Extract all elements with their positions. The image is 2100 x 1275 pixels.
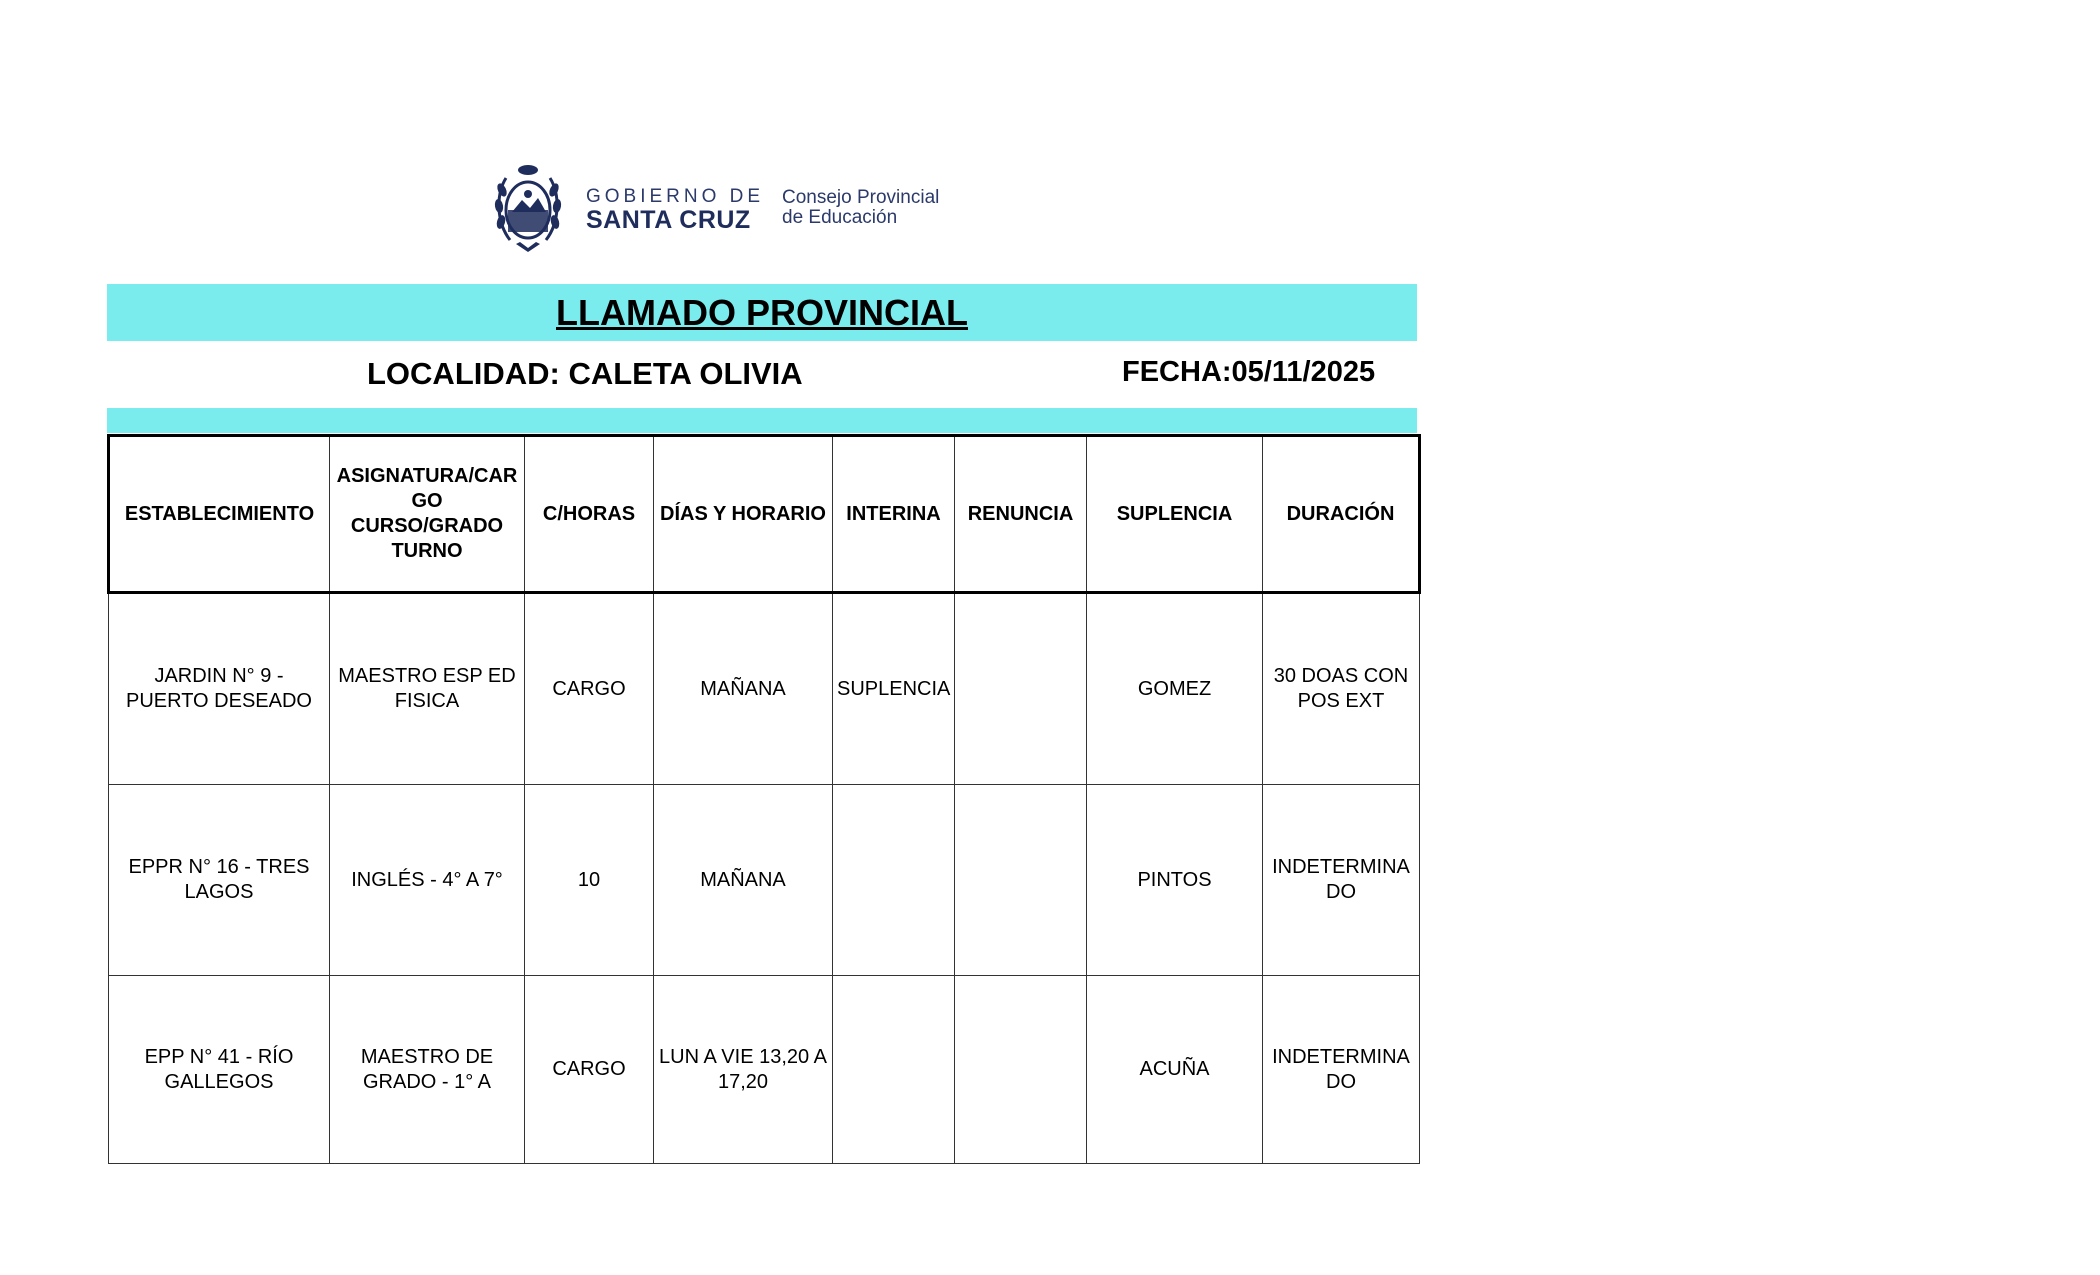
cell-interina — [833, 976, 955, 1164]
header-duracion: DURACIÓN — [1263, 436, 1420, 593]
cell-dias-horario — [654, 785, 833, 976]
cell-line: DO — [1326, 881, 1356, 903]
cell-line: EPP N° 41 - RÍO — [144, 1045, 294, 1068]
cell-suplencia: ACUÑA — [1087, 976, 1263, 1164]
cell-asignatura — [330, 593, 525, 785]
cell-line: MAESTRO ESP ED — [338, 665, 516, 687]
gobierno-line2: SANTA CRUZ — [586, 206, 751, 234]
table-header-row — [109, 436, 1420, 593]
llamado-table — [107, 434, 1421, 1164]
cell-line: GRADO - 1° A — [362, 1070, 492, 1093]
cell-line: INDETERMINA — [1272, 1045, 1410, 1068]
header-choras: C/HORAS — [525, 436, 654, 593]
cell-choras: CARGO — [525, 976, 654, 1164]
cell-line: INDETERMINA — [1272, 856, 1410, 878]
cell-choras: CARGO — [525, 593, 654, 785]
header-dias-horario: DÍAS Y HORARIO — [654, 436, 833, 593]
cell-renuncia — [955, 785, 1087, 976]
cell-line: MAÑANA — [700, 677, 786, 700]
cell-dias-horario — [654, 593, 833, 785]
cell-line: PUERTO DESEADO — [126, 690, 312, 712]
header-asignatura-line: CURSO/GRADO — [350, 515, 504, 537]
header-interina: INTERINA — [833, 436, 955, 593]
cell-line: GALLEGOS — [164, 1070, 274, 1093]
cell-suplencia: PINTOS — [1087, 785, 1263, 976]
fecha-label: FECHA:05/11/2025 — [1122, 356, 1376, 388]
cell-suplencia: GOMEZ — [1087, 593, 1263, 785]
table-row — [109, 976, 1420, 1164]
header-establecimiento: ESTABLECIMIENTO — [109, 436, 330, 593]
cell-establecimiento — [109, 976, 330, 1164]
cell-line: POS EXT — [1297, 690, 1385, 712]
cell-line: INGLÉS - 4° A 7° — [351, 868, 503, 891]
cell-choras: 10 — [525, 785, 654, 976]
cell-line: 17,20 — [717, 1070, 769, 1093]
cell-establecimiento — [109, 785, 330, 976]
consejo-provincial — [782, 188, 939, 228]
header-suplencia: SUPLENCIA — [1087, 436, 1263, 593]
gobierno-line1: GOBIERNO DE — [586, 186, 765, 207]
cell-asignatura — [330, 976, 525, 1164]
santa-cruz-seal-icon — [492, 160, 564, 256]
separator-band — [107, 408, 1417, 433]
cell-line: MAÑANA — [700, 868, 786, 891]
header-asignatura-line: TURNO — [391, 540, 463, 562]
cell-line: MAESTRO DE — [360, 1045, 494, 1068]
cell-interina: SUPLENCIA — [833, 593, 955, 785]
cell-line: LAGOS — [184, 881, 254, 903]
cell-renuncia — [955, 976, 1087, 1164]
page-title: LLAMADO PROVINCIAL — [556, 292, 968, 333]
cell-line: FISICA — [394, 690, 460, 712]
table-row — [109, 785, 1420, 976]
cell-line: EPPR N° 16 - TRES — [128, 856, 310, 878]
cell-line: LUN A VIE 13,20 A — [659, 1045, 827, 1068]
cell-renuncia — [955, 593, 1087, 785]
cell-duracion — [1263, 593, 1420, 785]
cell-asignatura — [330, 785, 525, 976]
localidad-label: LOCALIDAD: CALETA OLIVIA — [367, 356, 803, 391]
cell-line: JARDIN N° 9 - — [154, 665, 284, 687]
table-row — [109, 593, 1420, 785]
cell-duracion — [1263, 785, 1420, 976]
title-band — [107, 284, 1417, 341]
government-logo — [492, 160, 972, 256]
cell-establecimiento — [109, 593, 330, 785]
cell-interina — [833, 785, 955, 976]
header-asignatura — [330, 436, 525, 593]
cell-dias-horario — [654, 976, 833, 1164]
cell-line: 30 DOAS CON — [1273, 665, 1409, 687]
cell-duracion — [1263, 976, 1420, 1164]
header-asignatura-line: ASIGNATURA/CAR — [336, 465, 518, 487]
header-renuncia: RENUNCIA — [955, 436, 1087, 593]
cell-line: DO — [1326, 1070, 1356, 1093]
consejo-line1: Consejo Provincial — [782, 187, 940, 208]
consejo-line2: de Educación — [782, 207, 898, 228]
header-asignatura-line: GO — [411, 490, 443, 512]
